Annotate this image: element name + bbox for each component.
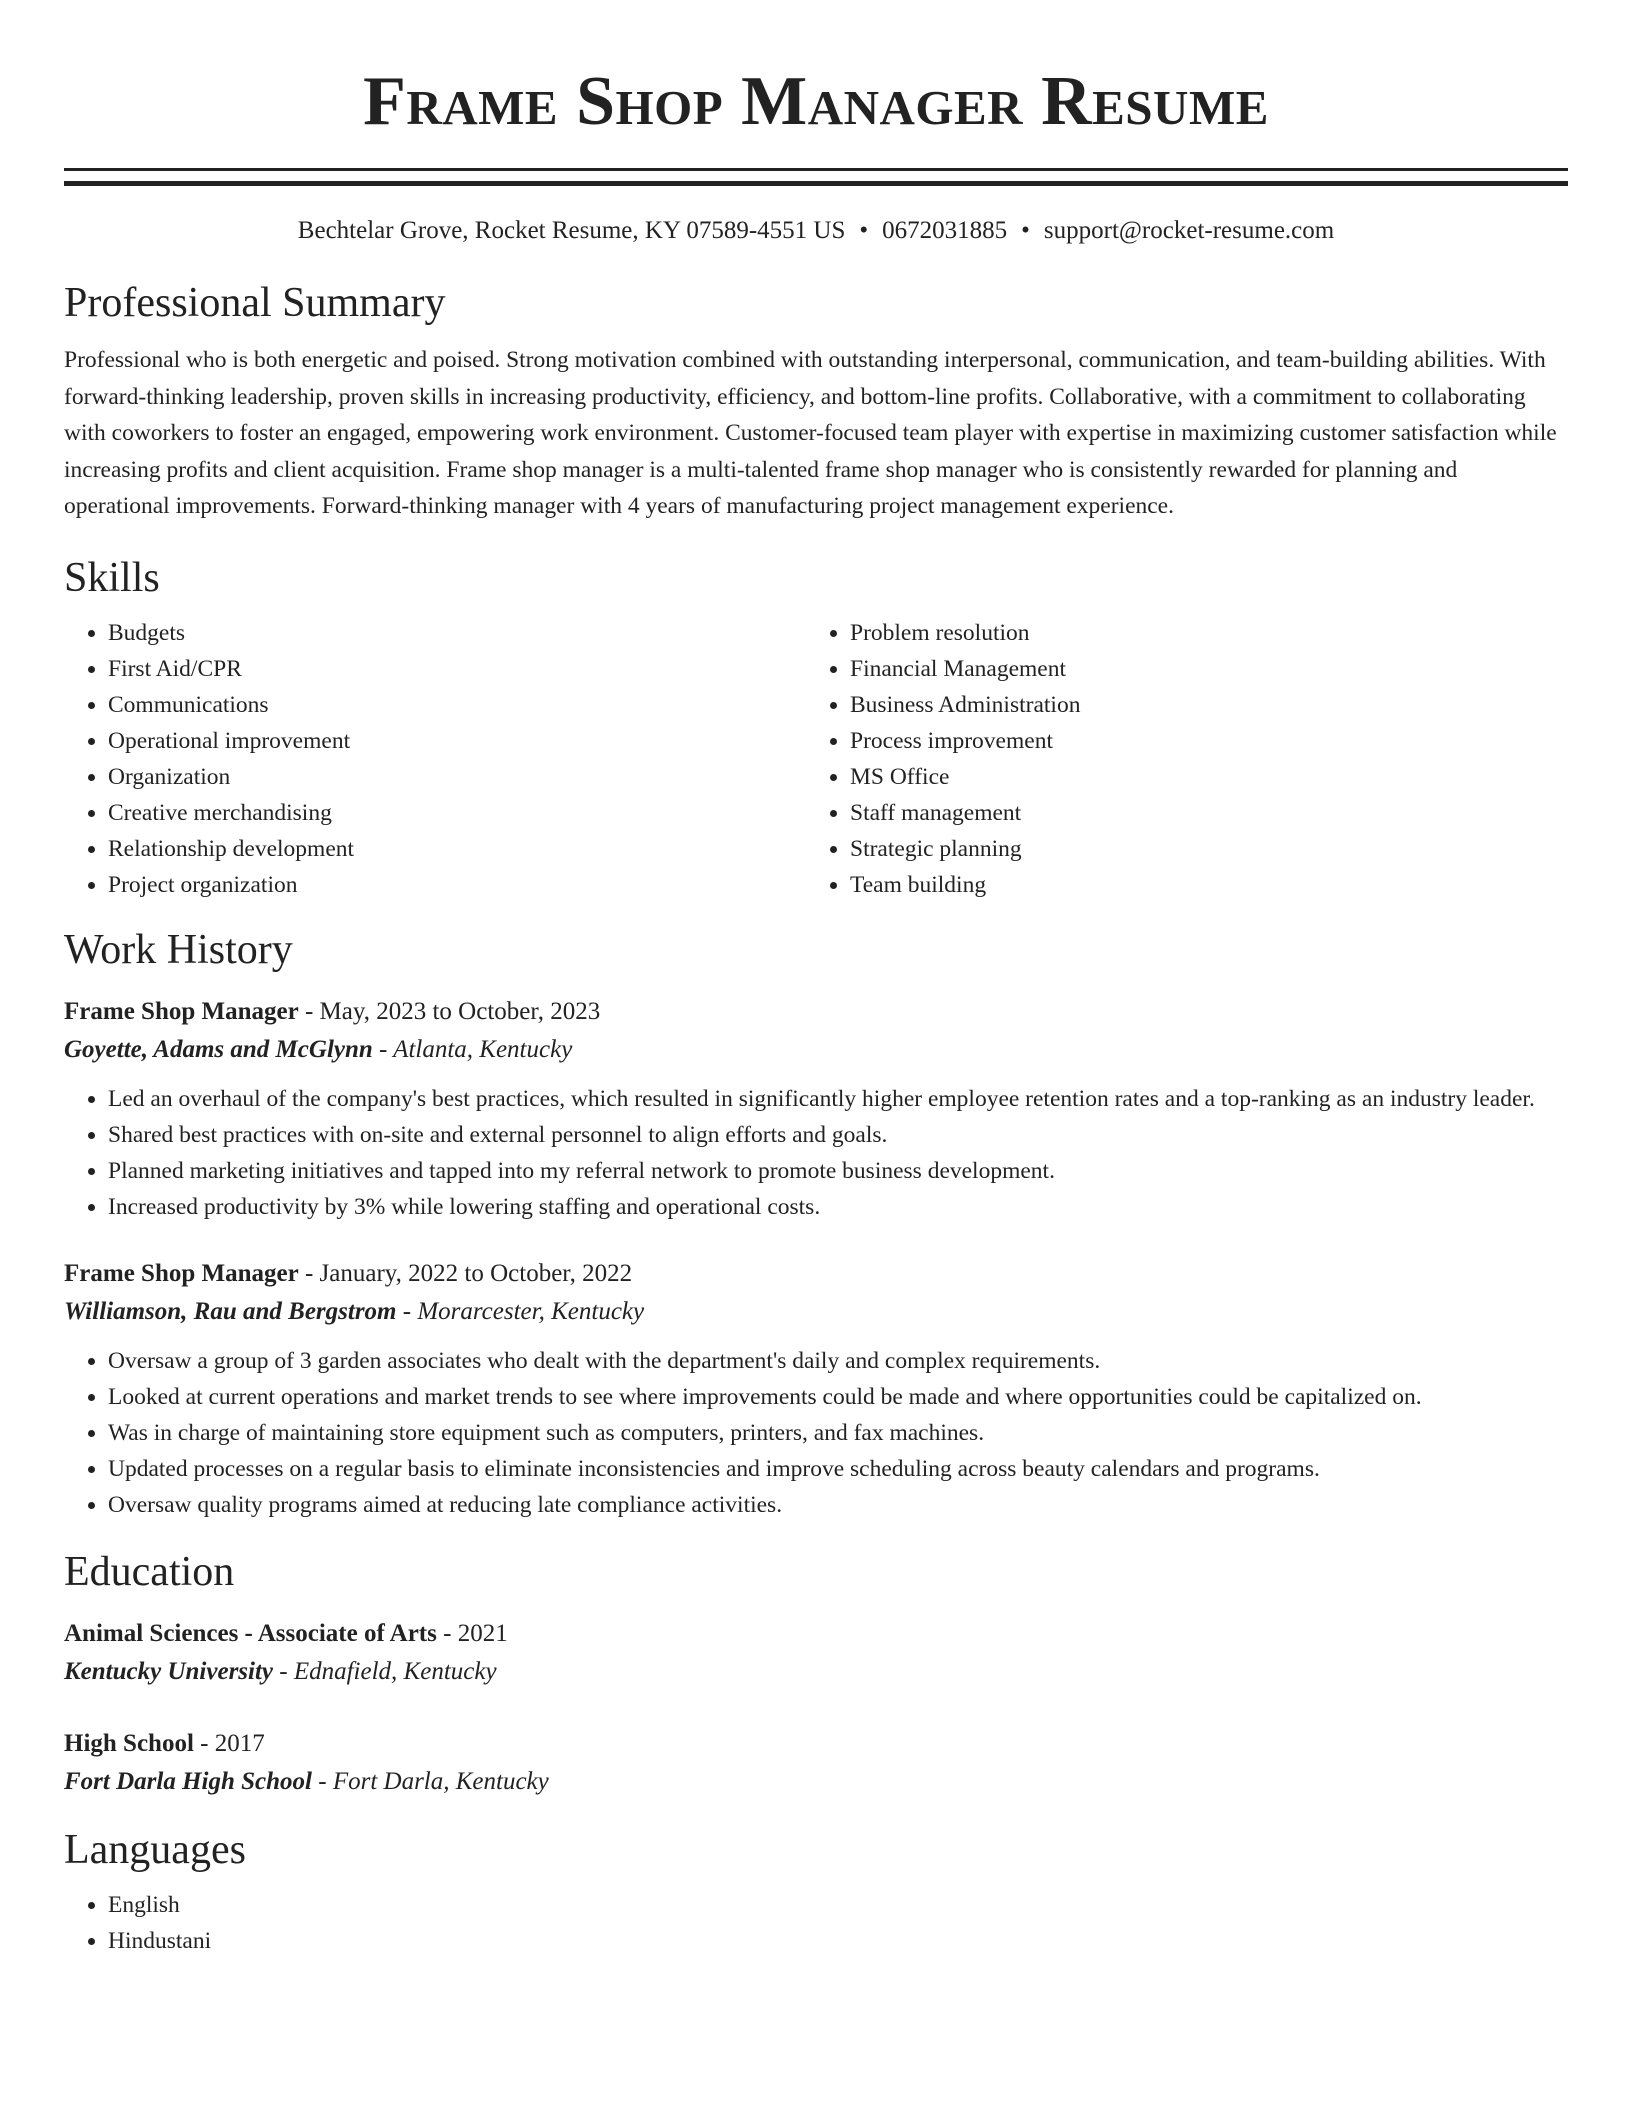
- skill-item: • Communications: [108, 687, 806, 723]
- skill-item: • Relationship development: [108, 831, 806, 867]
- skill-item: • Creative merchandising: [108, 795, 806, 831]
- job-bullet: • Shared best practices with on-site and external personnel to align efforts and goals.: [108, 1117, 1568, 1153]
- job-bullets: [64, 1343, 1568, 1523]
- job-bullet: • Oversaw a group of 3 garden associates who dealt with the department's daily and complex requirements.: [108, 1343, 1568, 1379]
- job-dates: May, 2023 to October, 2023: [319, 997, 601, 1025]
- education-location: Fort Darla, Kentucky: [332, 1767, 549, 1795]
- job-company-line: Goyette, Adams and McGlynn - Atlanta, Kentucky: [64, 1035, 573, 1063]
- skill-item: • Organization: [108, 759, 806, 795]
- skill-item: • Budgets: [108, 615, 806, 651]
- summary-heading: Professional Summary: [64, 280, 446, 326]
- job-bullet: • Led an overhaul of the company's best practices, which resulted in significantly higher employee retention rates and a top-ranking as an industry leader.: [108, 1081, 1568, 1117]
- job-title: Frame Shop Manager: [64, 1259, 299, 1287]
- job-location: Morarcester, Kentucky: [417, 1297, 645, 1325]
- education-entry: [64, 1725, 1568, 1801]
- work-history-heading: Work History: [64, 926, 293, 973]
- education-location: Ednafield, Kentucky: [293, 1657, 497, 1685]
- education-degree-line: Animal Sciences - Associate of Arts - 2021: [64, 1619, 508, 1647]
- job-title-line: Frame Shop Manager - May, 2023 to October, 2023: [64, 997, 601, 1025]
- contact-separator: •: [1021, 217, 1030, 244]
- job-title: Frame Shop Manager: [64, 997, 299, 1025]
- skill-item: • Staff management: [850, 795, 1548, 831]
- job-bullet: • Oversaw quality programs aimed at reducing late compliance activities.: [108, 1487, 1568, 1523]
- skill-item: • Project organization: [108, 867, 806, 903]
- job-bullets: [64, 1081, 1568, 1225]
- job-entry: [64, 1255, 1568, 1523]
- job-bullet: • Was in charge of maintaining store equipment such as computers, printers, and fax machines.: [108, 1415, 1568, 1451]
- education-school: Fort Darla High School: [64, 1767, 312, 1795]
- skill-item: • First Aid/CPR: [108, 651, 806, 687]
- education-degree: High School: [64, 1729, 194, 1757]
- job-company: Williamson, Rau and Bergstrom: [64, 1297, 397, 1325]
- education-entry: [64, 1615, 1568, 1691]
- skills-heading: Skills: [64, 554, 160, 601]
- job-entry: [64, 993, 1568, 1225]
- title-divider: [64, 168, 1568, 186]
- education-degree-line: High School - 2017: [64, 1729, 265, 1757]
- contact-address: Bechtelar Grove, Rocket Resume, KY 07589-4551 US: [297, 217, 846, 244]
- education-year: 2017: [214, 1729, 265, 1757]
- skill-item: • Financial Management: [850, 651, 1548, 687]
- summary-text: Professional who is both energetic and poised. Strong motivation combined with outstanding interpersonal, communication, and team-building abilities. With forward-thinking leadership, proven skills in increasing productivity, efficiency, and bottom-line profits. Collaborative, with a commitment to collaborating with coworkers to foster an engaged, empowering work environment. Customer-focused team player with expertise in maximizing customer satisfaction while increasing profits and client acquisition. Frame shop manager is a multi-talented frame shop manager who is consistently rewarded for planning and operational improvements. Forward-thinking manager with 4 years of manufacturing project management experience.: [64, 347, 1557, 519]
- language-item: • English: [108, 1887, 1568, 1923]
- contact-email: support@rocket-resume.com: [1043, 217, 1335, 244]
- job-bullet: • Planned marketing initiatives and tapped into my referral network to promote business development.: [108, 1153, 1568, 1189]
- contact-phone: 0672031885: [882, 217, 1008, 244]
- skill-item: • MS Office: [850, 759, 1548, 795]
- job-title-line: Frame Shop Manager - January, 2022 to October, 2022: [64, 1259, 633, 1287]
- contact-line: [64, 214, 1568, 248]
- languages-list: [64, 1887, 1568, 1959]
- page-title: Frame Shop Manager Resume: [363, 63, 1269, 140]
- job-bullet: • Updated processes on a regular basis to eliminate inconsistencies and improve scheduling across beauty calendars and programs.: [108, 1451, 1568, 1487]
- education-heading: Education: [64, 1548, 235, 1595]
- education-degree: Animal Sciences - Associate of Arts: [64, 1619, 437, 1647]
- job-company-line: Williamson, Rau and Bergstrom - Morarcester, Kentucky: [64, 1297, 645, 1325]
- education-school-line: Kentucky University - Ednafield, Kentucky: [64, 1657, 497, 1685]
- skills-column-left: [64, 615, 806, 903]
- job-location: Atlanta, Kentucky: [393, 1035, 573, 1063]
- job-dates: January, 2022 to October, 2022: [319, 1259, 633, 1287]
- skill-item: • Team building: [850, 867, 1548, 903]
- education-school-line: Fort Darla High School - Fort Darla, Kentucky: [64, 1767, 549, 1795]
- skill-item: • Strategic planning: [850, 831, 1548, 867]
- contact-separator: •: [859, 217, 869, 244]
- language-item: • Hindustani: [108, 1923, 1568, 1959]
- skill-item: • Problem resolution: [850, 615, 1548, 651]
- skill-item: • Operational improvement: [108, 723, 806, 759]
- skill-item: • Process improvement: [850, 723, 1548, 759]
- skill-item: • Business Administration: [850, 687, 1548, 723]
- languages-heading: Languages: [64, 1826, 246, 1873]
- education-school: Kentucky University: [64, 1657, 274, 1685]
- education-year: 2021: [457, 1619, 508, 1647]
- skills-column-right: [806, 615, 1548, 903]
- job-bullet: • Looked at current operations and market trends to see where improvements could be made and where opportunities could be capitalized on.: [108, 1379, 1568, 1415]
- job-company: Goyette, Adams and McGlynn: [64, 1035, 373, 1063]
- job-bullet: • Increased productivity by 3% while lowering staffing and operational costs.: [108, 1189, 1568, 1225]
- skills-list: [64, 615, 1568, 903]
